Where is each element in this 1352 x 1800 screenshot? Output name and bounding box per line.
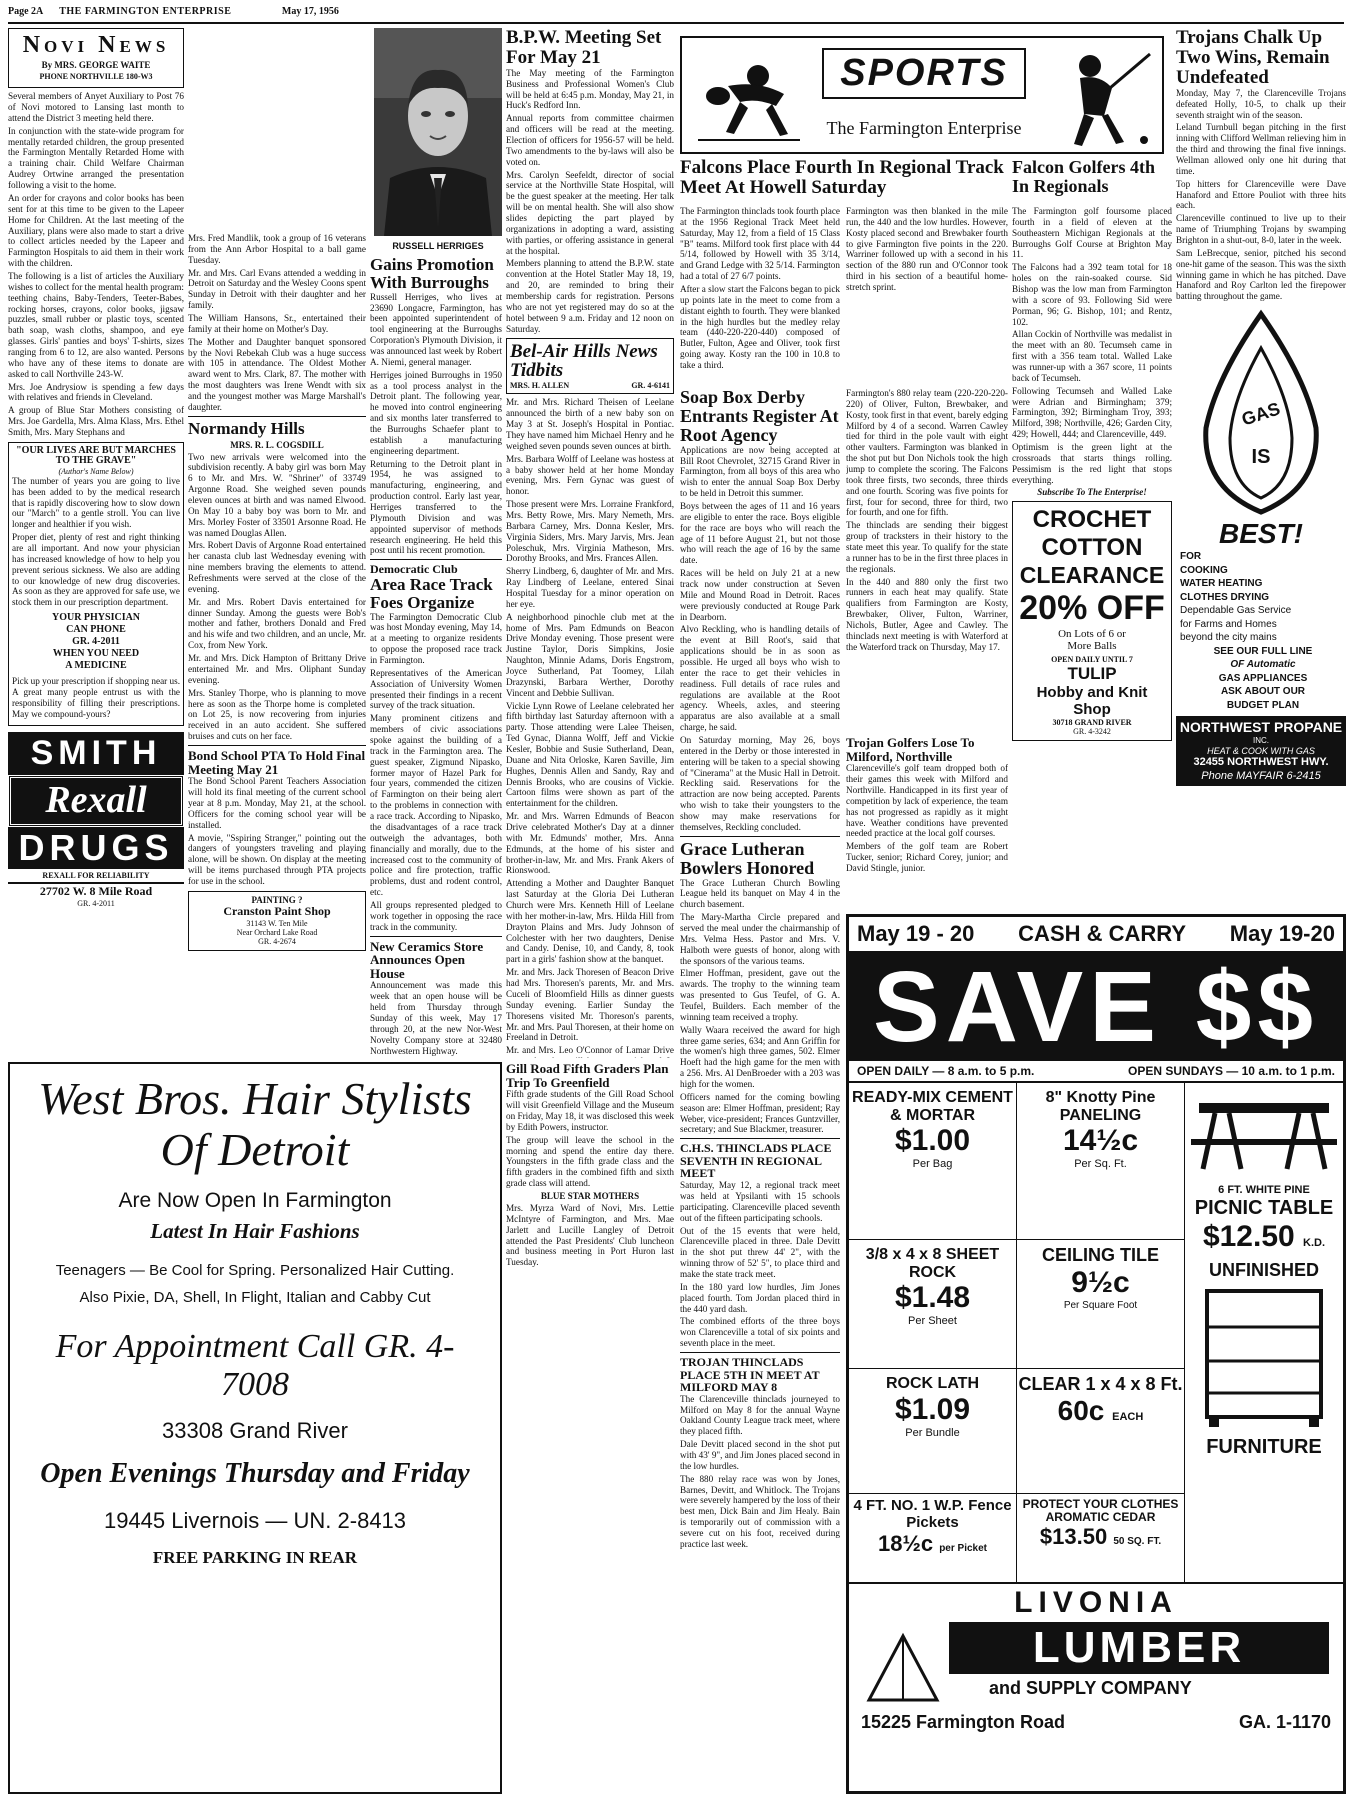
divider xyxy=(680,1352,840,1353)
trojangolfers-paragraph: Clarenceville's golf team dropped both of their games this week with Milford and Northville. Handicapped in its first year of competition by lack of experience, the team has not progressed as rapidly as it might have. Weather conditions have prevented needed practice at the local golf courses. xyxy=(846,763,1008,839)
portrait-photo xyxy=(374,28,502,236)
golfers-paragraph: Farmington's 880 relay team (220-220-220-220) of Oliver, Fulton, Brewbaker, and Kosty, took first in that event, barely edging Milford by 4 of a second. Warren Cawley tied for third in the pole vault with eight other vaulters. Farmington was blanked in the shot put but Don Nichols took the high jump to complete the scoring. The Falcons took three firsts, two seconds, three thirds and one fourth. Scoring was five points for first, four for second, three for third, two for fourth, and one for fifth. xyxy=(846,388,1008,518)
divider xyxy=(188,745,366,746)
crochet-phone: GR. 4-3242 xyxy=(1073,727,1111,737)
belair-phone: GR. 4-6141 xyxy=(631,381,670,391)
trojans5-title: TROJAN THINCLADS PLACE 5TH IN MEET AT MILFORD MAY 8 xyxy=(680,1354,820,1395)
chs-paragraph: Out of the 15 events that were held, Clarenceville placed in three. Dale Devitt in the shot put threw 44' 2", with the winning throw of 52' 5", to place third and make the state track meet. xyxy=(680,1225,840,1279)
gas-word: GAS xyxy=(1239,398,1283,430)
smith-phone: GR. 4-2011 xyxy=(77,898,115,908)
westbros-name: West Bros. Hair Stylists xyxy=(38,1073,472,1124)
golfers-paragraph: In the 440 and 880 only the first two runners in each heat may qualify. State qualifiers from Farmington are Kosty, Brewbaker, Oliver, Fulton, Warriner, Nichols, Butler, Agee and Cawley. The thinclads next meeting is with Waterford at the Waterford track on Thursday, May 17. xyxy=(846,576,1008,652)
falcons-paragraph: Farmington was then blanked in the mile run, the 440 and the low hurdles. However, Kosty placed second and Brewbaker fourth to give Farmington five points in the 220. Warriner followed up with a second in his section of the 880 run and O'Connor took third in his section of a beautiful home-stretch sprint. xyxy=(846,206,1008,293)
product-price: 18½c xyxy=(878,1531,934,1556)
product-price: 60c xyxy=(1057,1394,1105,1426)
is-word: IS xyxy=(1251,446,1271,469)
hours-sunday: OPEN SUNDAYS — 10 a.m. to 1 p.m. xyxy=(1128,1064,1335,1078)
livonia-lumber-ad xyxy=(846,914,1346,1794)
bondpta-paragraph: A movie, "Sspiring Stranger," pointing out the dangers of youngsters traveling and playing alone, will be shown. On display at the meeting will be items purchased through PTA projects for use in the school. xyxy=(188,832,366,886)
golfer-icon xyxy=(1040,44,1160,148)
herriges-photo-block xyxy=(374,28,502,252)
novi-paragraph: Mr. and Mrs. Carl Evans attended a wedding in Detroit on Saturday and the Wesley Coons spent Sunday in Detroit with their daughter and her family. xyxy=(188,267,366,311)
product-unit: Per Sq. Ft. xyxy=(1074,1158,1127,1171)
belair-byline-row xyxy=(510,381,670,390)
trojanschalk-paragraph: Sam LeBrecque, senior, pitched his second one-hit game of the season. This was the sixth winning game in which he has pitched. Dave Hanaford and Roy Carlton led the firepower batting throughout the game. xyxy=(1176,247,1346,302)
livonia-footer xyxy=(849,1712,1343,1733)
divider xyxy=(680,1138,840,1139)
bpw-paragraph: Annual reports from committee chairmen and officers will be read at the meeting. Election of officers for 1956-57 will be held. Two amendments to the by-laws will also be voted on. xyxy=(506,113,674,167)
page-number: Page 2A xyxy=(8,6,43,17)
best-word: BEST! xyxy=(1219,518,1303,550)
westbros-hours: Open Evenings Thursday and Friday xyxy=(40,1458,470,1490)
golfers-paragraph: Allan Cockin of Northville was medalist in the meet with an 80. Tecumseh came in first with a 356 team total. Walled Lake was runner-up with a 367 score, 11 points back of Tecumseh. xyxy=(1012,329,1172,383)
smith-logo: SMITH xyxy=(8,732,184,775)
chs-paragraph: Saturday, May 12, a regional track meet was held at Ypsilanti with 15 schools participating. Clarenceville placed seventh out of the fifteen participating schools. xyxy=(680,1180,840,1223)
lives-closing: Pick up your prescription if shopping near us. A great many people entrust us with the responsibility of filling their prescriptions. May we compound-yours? xyxy=(12,676,180,719)
trojanschalk-title: Trojans Chalk Up Two Wins, Remain Undefeated xyxy=(1176,28,1330,88)
bpw-title: B.P.W. Meeting Set For May 21 xyxy=(506,28,662,68)
products-col-3 xyxy=(1185,1083,1343,1582)
gas-line: SEE OUR FULL LINE xyxy=(1213,645,1313,657)
sale-date-left: May 19 - 20 xyxy=(857,921,975,946)
crochet-l2: COTTON xyxy=(1041,534,1143,562)
physician-line: YOUR PHYSICIAN xyxy=(51,612,141,624)
lives-title: "OUR LIVES ARE BUT MARCHES TO THE GRAVE" xyxy=(16,444,176,467)
novi-paragraph: Mrs. Fred Mandlik, took a group of 16 veterans from the Ann Arbor Hospital to a ball game Tuesday. xyxy=(188,233,366,265)
trojans5-paragraph: The Clarenceville thinclads journeyed to Milford on May 8 for the annual Wayne Oakland County League track meet, where they placed fifth. xyxy=(680,1393,840,1437)
demclub-kicker: Democratic Club xyxy=(370,562,458,577)
rexall-logo: Rexall xyxy=(8,775,184,827)
gas-features xyxy=(1176,550,1346,712)
product-cement xyxy=(849,1083,1016,1240)
product-name: 8" Knotty Pine PANELING xyxy=(1045,1089,1156,1124)
physician-line: CAN PHONE xyxy=(66,624,126,636)
normandy-byline: MRS. R. L. COGSDILL xyxy=(230,439,324,450)
hours-daily: OPEN DAILY — 8 a.m. to 5 p.m. xyxy=(857,1064,1035,1078)
soapbox-title: Soap Box Derby Entrants Register At Root Agency xyxy=(680,388,839,445)
gas-flame-graphic xyxy=(1176,308,1346,518)
column-5 xyxy=(680,388,840,1794)
normandy-paragraph: Mrs. Stanley Thorpe, who is planning to move here as soon as the Thorpe home is completed on Lot 25, is now recovering from injuries received in an auto accident. She suffered bruises and cuts on her face. xyxy=(188,687,366,742)
column-6a xyxy=(846,206,1008,386)
product-rocklath xyxy=(849,1369,1016,1494)
westbros-parking: FREE PARKING IN REAR xyxy=(152,1548,358,1568)
grace-paragraph: Wally Waara received the award for high three game series, 634; and Ann Griffin for the women's high three games, 502. Elmer Hoeft had the high game for the men with a 256. Mrs. Al DenBroeder with a 203 was high for the women. xyxy=(680,1024,840,1089)
bpw-paragraph: Members planning to attend the B.P.W. state convention at the Hotel Statler May 18, 19, and 20, are reminded to bring their membership cards for registration. Persons who are not yet registered may do so at the hotel between 9 a.m. Friday and 12 noon on Saturday. xyxy=(506,258,674,334)
sports-word: SPORTS xyxy=(822,48,1026,99)
trojanschalk-paragraph: Monday, May 7, the Clarenceville Trojans defeated Holly, 10-5, to chalk up their seventh straight win of the season. xyxy=(1176,87,1346,120)
chs-title: C.H.S. THINCLADS PLACE SEVENTH IN REGIONAL MEET xyxy=(680,1141,832,1181)
sports-word-block xyxy=(812,48,1036,108)
ceramics-title: New Ceramics Store Announces Open House xyxy=(370,938,484,981)
trojangolfers-block xyxy=(846,736,1008,908)
gas-line: beyond the city mains xyxy=(1180,632,1277,644)
westbros-livernois: 19445 Livernois — UN. 2-8413 xyxy=(103,1508,407,1534)
column-7 xyxy=(1012,206,1172,906)
lives-credit: (Author's Name Below) xyxy=(58,466,134,476)
furniture-label: FURNITURE xyxy=(1206,1435,1322,1458)
westbros-fashions: Latest In Hair Fashions xyxy=(150,1219,360,1244)
gas-line: for Farms and Homes xyxy=(1180,618,1277,630)
product-unit: 50 SQ. FT. xyxy=(1113,1536,1162,1548)
sports-subtitle: The Farmington Enterprise xyxy=(826,118,1022,138)
lumber-word: LUMBER xyxy=(949,1622,1329,1674)
bsm-paragraph: Mrs. Myrza Ward of Novi, Mrs. Lettie McIntyre of Farmington, and Mrs. Mae Jarlett and Lucille Langley of Detroit attended the Past Presidents' Club luncheon and business meeting in Port Huron last Tuesday. xyxy=(506,1203,674,1268)
bpw-paragraph: The May meeting of the Farmington Business and Professional Women's Club will be held at 6:45 p.m. Monday, May 21, in Huck's Redford Inn. xyxy=(506,67,674,111)
header-rule xyxy=(8,22,1344,24)
soapbox-paragraph: Races will be held on July 21 at a new track now under construction at Seven Mile and Mound Road in Detroit. Races were previously conducted at Rouge Park in Dearborn. xyxy=(680,568,840,622)
westbros-teen: Teenagers — Be Cool for Spring. Personalized Hair Cutting. xyxy=(55,1262,455,1280)
golfers-paragraph: The Falcons had a 392 team total for 18 holes on the rain-soaked course. Sid Bishop was the low man from Farmington with a score of 93. Following Sid were Porman, 96; G. Bishop, 101; and Rentz, 102. xyxy=(1012,262,1172,327)
westbros-appointment: For Appointment Call GR. 4-7008 xyxy=(55,1328,455,1404)
product-price: 14½c xyxy=(1062,1124,1139,1158)
trojans5-paragraph: The 880 relay race was won by Jones, Barnes, Devitt, and Whitlock. The Trojans were severely hampered by the loss of their best men, Dick Bain and Jim Healy. Bain is temporarily out of commission with a severe cut on his foot, received during practice last week. xyxy=(680,1473,840,1549)
table-price: $12.50 xyxy=(1202,1219,1295,1253)
paper-name: THE FARMINGTON ENTERPRISE xyxy=(59,6,232,17)
lumber-products xyxy=(849,1083,1343,1582)
westbros-address: 33308 Grand River xyxy=(162,1418,348,1444)
demclub-paragraph: Many prominent citizens and members of civic associations spoke against the building of a track in the Farmington area. The guest speaker, Zigmund Nipasko, former mayor of Hazel Park for four years, commended the citizen of Farmington on their being alert to the problems in connection with a race track. According to Nipasko, the disadvantages of a race track outweigh the advantages, both financially and morally, due to the increased cost to the community of police and fire protection, traffic problems, dust and rodent control, etc. xyxy=(370,713,502,898)
product-price: $1.09 xyxy=(894,1393,971,1426)
falcons-title: Falcons Place Fourth In Regional Track Meet At Howell Saturday xyxy=(680,158,1004,198)
novi-paragraph: A group of Blue Star Mothers consisting of Mrs. Joe Gardella, Mrs. Alma Klass, Mrs. Ethel Smith, Mrs. Mary Stephans and xyxy=(8,405,184,437)
photo-caption: RUSSELL HERRIGES xyxy=(392,241,484,251)
teams-paragraph: Following Tecumseh and Walled Lake were Adrian and Birmingham; 379; Farmington, 392; Birmingham Troy, 393; Milford, 398; Northville, 426; Garden City, 429; Howell, 444; and Clarenceville, 449. xyxy=(1012,385,1172,440)
crochet-ad xyxy=(1012,501,1172,741)
cranston-ad xyxy=(188,891,366,951)
bpw-paragraph: Mrs. Carolyn Seefeldt, director of social service at the Northville State Hospital, will be the guest speaker at the meeting. Her talk will be on mental health. She will also show slides depicting the part played by organizations in adopting a ward, assisting with parties, or offering assistance in general at the hospital. xyxy=(506,169,674,256)
column-4b xyxy=(506,1062,674,1794)
golfers-paragraph: The thinclads are sending their biggest group of tracksters in their history to the state meet this year. To qualify for the state a runner has to be in the first three places in the regionals. xyxy=(846,520,1008,574)
novi-paragraph: In conjunction with the state-wide program for mentally retarded children, the group presented the Farmington Mentally Retarded Home with a training chair. Child Welfare Chairman Audrey Ortwine arranged the presentation following a visit to the home. xyxy=(8,125,184,191)
belair-paragraph: Mrs. Barbara Wolff of Leelane was hostess at a baby shower held at her home Monday evening, Mrs. Fern Gynac was guest of honor. xyxy=(506,453,674,497)
normandy-paragraph: Two new arrivals were welcomed into the subdivision recently. A baby girl was born May 6 to Mr. and Mrs. W. "Shriner" of 33749 Argonne Road. She weighed seven pounds eleven ounces at birth and was named Elwood. On May 10 a baby boy was born to Mr. and Mrs. Morley Foster of 33501 Arsonne Road. He was named Douglas Allen. xyxy=(188,451,366,538)
chs-paragraph: The combined efforts of the three boys won Clarenceville a total of six points and seventh place in the meet. xyxy=(680,1316,840,1349)
novi-phone: PHONE NORTHVILLE 180-W3 xyxy=(39,72,153,82)
novi-paragraph: An order for crayons and color books has been sent for at this time to be given to the Lapeer Home for Children. At the last meeting of the Auxiliary, plans were also made to start a drive to collect articles needed by the Lapeer and Farmington Hospitals to aid them in their work with the children. xyxy=(8,192,184,269)
novi-paragraph: The following is a list of articles the Auxiliary wishes to collect for the mental health program: teething chains, Baby-Tenders, Teeter-Babes, rocking horses, crayons, color books, jigsaw puzzles, small rubber or plastic toys, scented bath soap, wash cloths, shampoo, and eye glasses. Girls' panties and boys' T-shirts, sizes ranging from 6 to 12, are also wanted. Persons who have any of these items to donate are asked to call Northville 243-W. xyxy=(8,270,184,379)
belair-paragraph: Mr. and Mrs. Warren Edmunds of Beacon Drive celebrated Mother's Day at a dinner with Mr. Edmunds' mother, Mrs. Anna Edmunds, at the home of his sister and brother-in-law, Mr. and Mrs. Frank Akers of Rionswood. xyxy=(506,811,674,876)
cranston-phone: GR. 4-2674 xyxy=(258,937,296,947)
normandy-paragraph: Mr. and Mrs. Robert Davis entertained for dinner Sunday. Among the guests were Bob's mother and father, brothers Donald and Fred and his wife and two children, and an uncle, Mr. Cox, from New York. xyxy=(188,596,366,651)
demclub-title: Area Race Track Foes Organize xyxy=(370,574,493,612)
belair-paragraph: Mr. and Mrs. Leo O'Connor of Lamar Drive xyxy=(506,1045,674,1056)
gas-line: CLOTHES DRYING xyxy=(1180,591,1270,603)
product-sheetrock xyxy=(849,1240,1016,1369)
westbros-cuts: Also Pixie, DA, Shell, In Flight, Italian and Cabby Cut xyxy=(79,1289,431,1307)
falcons-paragraph: The Farmington thinclads took fourth place at the 1956 Regional Track Meet held Saturday, May 12, from a field of 15 Class "B" teams. Milford took first place with 44 5/14, followed by Howell with 35 3/14, and Grand Ledge with 32 5/14. Farmington had a total of 27 6/7 points. xyxy=(680,206,840,282)
physician-line: WHEN YOU NEED xyxy=(52,648,140,660)
grace-paragraph: The Mary-Martha Circle prepared and served the meal under the chairmanship of Mrs. Velma Hess. Pastor and Mrs. V. Halboth were guests of honor, along with the sponsors of the various teams. xyxy=(680,912,840,966)
herriges-title: Gains Promotion With Burroughs xyxy=(370,256,494,292)
product-name: PROTECT YOUR CLOTHES AROMATIC CEDAR xyxy=(1022,1497,1179,1525)
product-name: CEILING TILE xyxy=(1042,1245,1159,1265)
cranston-address: 31143 W. Ten Mile xyxy=(246,918,308,928)
normandy-title: Normandy Hills xyxy=(188,418,305,438)
trojanschalk-paragraph: Leland Turnbull began pitching in the first inning with Clifford Wellman relieving him in the third and throwing the final five innings. Wellman allowed only one hit during that time. xyxy=(1176,122,1346,176)
sawmill-icon xyxy=(863,1626,943,1706)
page-header xyxy=(8,6,888,20)
gas-line: GAS APPLIANCES xyxy=(1218,672,1308,684)
trojanschalk-paragraph: Top hitters for Clarenceville were Dave Hanaford and Ettore Pouliot with three hits each. xyxy=(1176,178,1346,211)
rexall-tagline: REXALL FOR RELIABILITY xyxy=(8,869,184,884)
gas-line: COOKING xyxy=(1180,564,1228,576)
trojans5-paragraph: Dale Devitt placed second in the shot put with 43' 9", and Jim Jones placed second in the low hurdles. xyxy=(680,1439,840,1471)
gas-line: Dependable Gas Service xyxy=(1180,605,1292,617)
product-cedar xyxy=(1017,1494,1184,1582)
product-ceiling-tile xyxy=(1017,1240,1184,1369)
column-2 xyxy=(188,28,366,1058)
table-kd: K.D. xyxy=(1303,1236,1326,1249)
trojanschalk-paragraph: Clarenceville continued to live up to their name of Triumphing Trojans by swamping Brighton in a shut-out, 8-0, later in the week. xyxy=(1176,213,1346,245)
belair-paragraph: Mr. and Mrs. Jack Thoresen of Beacon Drive had Mrs. Thoresen's parents, Mr. and Mrs. Cuceli of Bloomfield Hills as dinner guests Sunday evening. Earlier Sunday the Thoresens visited Mr. Thoreson's parents, Mr. and Mrs. Paul Thoresen, at their home on Freeland in Detroit. xyxy=(506,967,674,1043)
novi-paragraph: The Mother and Daughter banquet sponsored by the Novi Rebekah Club was a huge success with 105 in attendance. The Oldest Mother award went to Mrs. Clark, 87. The mother with the most daughters was Irene Wendt with six and the youngest mother was Marge Marshall's daughter. xyxy=(188,336,366,412)
lumber-logo xyxy=(849,1620,1343,1712)
cranston-kicker: PAINTING ? xyxy=(251,894,303,905)
smith-rexall-ad xyxy=(8,732,184,908)
soapbox-paragraph: On Saturday morning, May 26, boys entered in the Derby or those interested in entering will be taken to a special showing of "Cinerama" at the Music Hall in Detroit. Reckling said. Reservations for the attraction are now being accepted. Parents who wish to take their youngsters to the show may make reservations for themselves, Reckling concluded. xyxy=(680,735,840,832)
product-name: CLEAR 1 x 4 x 8 Ft. xyxy=(1018,1374,1183,1394)
column-8 xyxy=(1176,28,1346,908)
np-phone: Phone MAYFAIR 6-2415 xyxy=(1201,769,1321,782)
normandy-paragraph: Mr. and Mrs. Dick Hampton of Brittany Drive entertained Mr. and Mrs. Oliphant Sunday evening. xyxy=(188,653,366,685)
crochet-l1: CROCHET xyxy=(1032,506,1152,534)
product-unit: per Picket xyxy=(939,1543,987,1554)
product-unit: Per Square Foot xyxy=(1063,1299,1138,1311)
lives-paragraph: Proper diet, plenty of rest and right thinking are all important. And now your physician has increased knowledge of how to help you prevent serious sickness. We also are adding to our knowledge of new drug discoveries. As soon as they are approved for safe use, we stock them in our prescription department. xyxy=(12,532,180,608)
crochet-hobby: Hobby and Knit xyxy=(1036,684,1148,702)
product-price: $1.00 xyxy=(894,1124,971,1158)
golfers-title: Falcon Golfers 4th In Regionals xyxy=(1012,158,1155,196)
livonia-address: 15225 Farmington Road xyxy=(861,1712,1066,1732)
westbros-city: Of Detroit xyxy=(160,1123,350,1175)
divider xyxy=(370,936,502,937)
gas-line: OF Automatic xyxy=(1230,659,1296,671)
livonia-brand: LIVONIA xyxy=(849,1582,1343,1620)
sale-dates xyxy=(849,917,1343,953)
column-3 xyxy=(370,256,502,1058)
product-name: 3/8 x 4 x 8 SHEET ROCK xyxy=(865,1246,1000,1281)
product-pickets xyxy=(849,1494,1016,1582)
crochet-discount: 20% OFF xyxy=(1019,589,1165,628)
trojangolfers-paragraph: Members of the golf team are Robert Tucker, senior; Richard Corey, junior; and David Stingle, junior. xyxy=(846,841,1008,874)
gas-line: WATER HEATING xyxy=(1180,578,1263,590)
novi-paragraph: Several members of Anyet Auxiliary to Post 76 of Novi motored to Lansing last month to attend the District 3 meeting held there. xyxy=(8,91,184,123)
unfinished-label: UNFINISHED xyxy=(1208,1260,1319,1281)
np-tagline: HEAT & COOK WITH GAS xyxy=(1207,745,1315,756)
chs-paragraph: In the 180 yard low hurdles, Jim Jones placed fourth. Tom Jordan placed third in the 440 yard dash. xyxy=(680,1281,840,1314)
novi-byline: By MRS. GEORGE WAITE xyxy=(41,60,151,71)
column-2-photo-spacer xyxy=(188,28,366,233)
product-paneling xyxy=(1017,1083,1184,1240)
np-address: 32455 NORTHWEST HWY. xyxy=(1193,756,1329,769)
picnic-table-text xyxy=(1185,1184,1343,1281)
grace-title: Grace Lutheran Bowlers Honored xyxy=(680,838,815,878)
herriges-paragraph: Russell Herriges, who lives at 23690 Longacre, Farmington, has been appointed superintendent of tool engineering at the Burroughs Corporation's Plymouth Division, it was announced last week by Robert A. Niemi, general manager. xyxy=(370,291,502,367)
golfers-paragraph: The Farmington golf foursome placed fourth in a field of eleven at the Southeastern Michigan Regionals at the Burroughs Golf Course at Brighton May 11. xyxy=(1012,206,1172,260)
novi-paragraph: The William Hansons, Sr., entertained their family at their home on Mother's Day. xyxy=(188,313,366,334)
crochet-tulip: TULIP xyxy=(1067,664,1117,684)
divider xyxy=(370,559,502,560)
column-5a xyxy=(680,206,840,386)
belair-paragraph: A neighborhood pinochle club met at the home of Mrs. Pam Edmunds on Beacon Drive Monday evening. Those present were Justine Taylor, Doris Simpkins, Josie Naughton, Minnie Adams, Doris Engstrom, Joyce Sutherland, Pat Toomey, Lilah Drazynski, Barbara Werther, Dorothy Vincent and Debbie Sullivan. xyxy=(506,611,674,698)
products-col-2 xyxy=(1017,1083,1185,1582)
divider xyxy=(188,416,366,417)
herriges-paragraph: Herriges joined Burroughs in 1950 as a tool process analyst in the Detroit plant. The following year, he moved into control engineering and six months later transferred to the Burroughs Schaefer plant to establish a manufacturing engineering department. xyxy=(370,369,502,456)
column-1 xyxy=(8,28,184,1058)
product-clear xyxy=(1017,1369,1184,1494)
gas-line: FOR xyxy=(1180,551,1202,563)
store-hours xyxy=(849,1061,1343,1083)
product-price: $13.50 xyxy=(1039,1524,1108,1550)
belair-paragraph: Mr. and Mrs. Richard Theisen of Leelane announced the birth of a new baby son on May 3 at St. Joseph's Hospital in Pontiac. They have named him Michael Henry and he weighed seven pounds seven ounces at birth. xyxy=(506,397,674,451)
gillroad-paragraph: Fifth grade students of the Gill Road School will visit Greenfield Village and the Museum on Friday, May 18, it was disclosed this week by Edith Powers, instructor. xyxy=(506,1089,674,1132)
products-col-1 xyxy=(849,1083,1017,1582)
crochet-address: 30718 GRAND RIVER xyxy=(1052,718,1132,728)
table-size: 6 FT. WHITE PINE xyxy=(1218,1184,1310,1196)
product-unit: Per Bundle xyxy=(905,1427,960,1439)
novi-paragraph: Mrs. Joe Andrysiow is spending a few days with relatives and friends in Cleveland. xyxy=(8,381,184,403)
herriges-paragraph: Returning to the Detroit plant in 1954, he was assigned to manufacturing, engineering, and production control. Early last year, Herriges transferred to the Plymouth Division and was appointed supervisor of methods research engineering. He held this post until his recent promotion. xyxy=(370,458,502,556)
catcher-icon xyxy=(688,46,808,146)
crochet-shop: Shop xyxy=(1073,701,1111,719)
np-inc: INC. xyxy=(1253,735,1269,745)
smith-address: 27702 W. 8 Mile Road xyxy=(39,883,153,898)
grace-paragraph: Elmer Hoffman, president, gave out the awards. The trophy to the winning team was presented to Gus Teufel, of G. A. Teufel, Builders. Each member of the winning team received a trophy. xyxy=(680,968,840,1022)
drugs-logo: DRUGS xyxy=(8,827,184,869)
column-4 xyxy=(506,28,674,1058)
falcons-paragraph: After a slow start the Falcons began to pick up points late in the meet to come from a distant eighth to fourth. They were blanked in the high hurdles but the medley relay team (440-220-220-440) composed of Butler, Fulton, Agee and Oliver, took first going away. Kosty ran the 100 in 10.8 to take a third. xyxy=(680,284,840,371)
teams-paragraph: Optimism is the green light at the crossroads that starts things rolling. Pessimism is the red light that stops everything. xyxy=(1012,442,1172,485)
product-name: READY-MIX CEMENT & MORTAR xyxy=(852,1089,1013,1124)
picnic-table-icon xyxy=(1185,1083,1343,1179)
demclub-paragraph: Representatives of the American Association of University Women presented their findings in a recent survey of the track situation. xyxy=(370,667,502,711)
product-unit: Per Sheet xyxy=(908,1315,957,1328)
gas-line: ASK ABOUT OUR xyxy=(1220,686,1306,698)
issue-date: May 17, 1956 xyxy=(281,6,339,17)
grace-paragraph: The Grace Lutheran Church Bowling League held its banquet on May 4 in the church basement. xyxy=(680,877,840,910)
product-name: 4 FT. NO. 1 W.P. Fence Pickets xyxy=(853,1497,1012,1531)
demclub-paragraph: The Farmington Democratic Club was host Monday evening, May 14, at a meeting to organize residents to oppose the proposed race track in Farmington. xyxy=(370,611,502,666)
westbros-ad xyxy=(8,1062,502,1794)
product-unit: Per Bag xyxy=(912,1158,953,1171)
belair-paragraph: Attending a Mother and Daughter Banquet last Saturday at the Gloria Dei Lutheran Church were Mrs. Kenneth Hill of Leelane with her mother-in-law, Mrs. Hilda Hill from Drayton Plains and Mrs. Judy Johnson of Colchester with her two daughters, Denise and Candy. Denise, 10, and Candy, 8, took part in a girls' fashion show at the banquet. xyxy=(506,878,674,965)
np-name: NORTHWEST PROPANE xyxy=(1179,719,1343,736)
soapbox-paragraph: Alvo Reckling, who is handling details of the event at Bill Root's, said that applications should be in as soon as possible. He urged all boys who wish to enter the race to get their vehicles in readiness. Full details of race rules and regulations are available at the Root agency. Wheels, axles, and steering apparatus are also available at a small charge, he said. xyxy=(680,624,840,733)
belair-paragraph: Vickie Lynn Rowe of Leelane celebrated her fifth birthday last Saturday afternoon with a party. Those attending were Lalee Theisen, Ted Gynac, Dianna Wolff, Jeff and Vickie Kesler, Bobbie and Susie Sutherland, Dean, Duane and Nita Orloske, Karen Saville, Jim Hughes, Dennis Allen and Sandy, Ray and Dennis Brooks, who are cousins of Vickie. Cartoon films were shown as part of the entertainment for the children. xyxy=(506,700,674,809)
product-price: $1.48 xyxy=(894,1281,971,1315)
physician-line: GR. 4-2011 xyxy=(72,636,120,648)
ceramics-paragraph: Announcement was made this week that an open house will be held from Thursday through Sunday of this week, May 17 through 20, at the new Nor-West Novelty Company store at 32480 Northwestern Highway. xyxy=(370,980,502,1056)
trojangolfers-title: Trojan Golfers Lose To Milford, Northville xyxy=(846,736,975,764)
crochet-l5: On Lots of 6 or xyxy=(1058,628,1126,641)
gillroad-title: Gill Road Fifth Graders Plan Trip To Greenfield xyxy=(506,1062,669,1090)
subscribe-line: Subscribe To The Enterprise! xyxy=(1037,487,1147,498)
cranston-name: Cranston Paint Shop xyxy=(223,904,331,919)
lives-ad xyxy=(8,442,184,726)
northwest-propane-logo xyxy=(1176,716,1346,786)
lives-paragraph: The number of years you are going to live has been added to by the medical research that is rapidly discovering how to slow down our "March" to a gentle stroll. You can live longer and healthier if you wish. xyxy=(12,475,180,530)
belair-title: Bel-Air Hills News Tidbits xyxy=(510,340,658,382)
physician-line: A MEDICINE xyxy=(65,660,127,672)
crochet-l6: More Balls xyxy=(1067,640,1117,653)
physician-box xyxy=(12,612,180,672)
novi-news-title: Novi News xyxy=(22,32,170,58)
sports-banner xyxy=(680,36,1164,154)
product-name: ROCK LATH xyxy=(885,1375,980,1392)
bondpta-title: Bond School PTA To Hold Final Meeting May 21 xyxy=(188,747,366,777)
save-banner: SAVE $$ xyxy=(849,953,1343,1061)
soapbox-paragraph: Boys between the ages of 11 and 16 years are eligible to enter the race. Boys eligible for the race are boys who will reach the age of 11 before August 21, but not those who will reach the age of 16 by the same date. xyxy=(680,500,840,566)
belair-paragraph: Those present were Mrs. Lorraine Frankford, Mrs. Betty Rowe, Mrs. Mary Nemeth, Mrs. Barbara Carney, Mrs. Donna Kesler, Mrs. Virginia Siders, Mrs. Mary Jarvis, Mrs. Jean Poleschuk, Mrs. Virginia Matheson, Mrs. Dorothy Brooks, and Mrs. Frances Allen. xyxy=(506,499,674,564)
supply-word: and SUPPLY COMPANY xyxy=(989,1678,1192,1698)
table-name: PICNIC TABLE xyxy=(1194,1196,1334,1219)
novi-news-header xyxy=(8,28,184,88)
dresser-icon xyxy=(1185,1281,1343,1431)
product-unit: EACH xyxy=(1112,1410,1144,1423)
divider xyxy=(680,836,840,837)
bondpta-paragraph: The Bond School Parent Teachers Association will hold its final meeting of the current school year at 8 p.m. Monday, May 21, at the school. Officers for the coming school year will be installed. xyxy=(188,776,366,830)
product-price: 9½c xyxy=(1071,1265,1130,1299)
normandy-paragraph: Mrs. Robert Davis of Argonne Road entertained her canasta club last Wednesday evening with nine members braving the elements to attend. Refreshments were served at the close of the evening. xyxy=(188,540,366,594)
gillroad-paragraph: The group will leave the school in the morning and spend the entire day there. Youngsters in the fifth grade class and the fifth graders in the combined fifth and sixth grade class will attend. xyxy=(506,1134,674,1189)
demclub-paragraph: All groups represented pledged to work together in opposing the race track in the community. xyxy=(370,899,502,932)
crochet-hours: OPEN DAILY UNTIL 7 xyxy=(1051,655,1133,665)
gas-line: BUDGET PLAN xyxy=(1226,699,1300,711)
belair-header xyxy=(506,338,674,395)
belair-byline: MRS. H. ALLEN xyxy=(510,381,570,391)
grace-paragraph: Officers named for the coming bowling season are: Elmer Hoffman, president; Ray Weber, vice-president; Frances Guntzviller, secretary; and Sue Blackmer, treasurer. xyxy=(680,1091,840,1135)
westbros-open: Are Now Open In Farmington xyxy=(118,1189,392,1213)
belair-paragraph: Sherry Lindberg, 6, daughter of Mr. and Mrs. Ray Lindberg of Leelane, entered Sinai Hospital Tuesday for a minor operation on her eye. xyxy=(506,566,674,609)
bsm-heading: BLUE STAR MOTHERS xyxy=(540,1191,640,1202)
cash-carry: CASH & CARRY xyxy=(1018,921,1187,946)
sale-date-right: May 19-20 xyxy=(1229,921,1335,946)
crochet-l3: CLEARANCE xyxy=(1019,562,1165,589)
cranston-location: Near Orchard Lake Road xyxy=(236,928,318,938)
livonia-phone: GA. 1-1170 xyxy=(1238,1712,1331,1732)
soapbox-paragraph: Applications are now being accepted at Bill Root Chevrolet, 32715 Grand River in Farmington, from all boys of this area who wish to enter the annual Soap Box Derby to be held in Detroit this summer. xyxy=(680,444,840,499)
